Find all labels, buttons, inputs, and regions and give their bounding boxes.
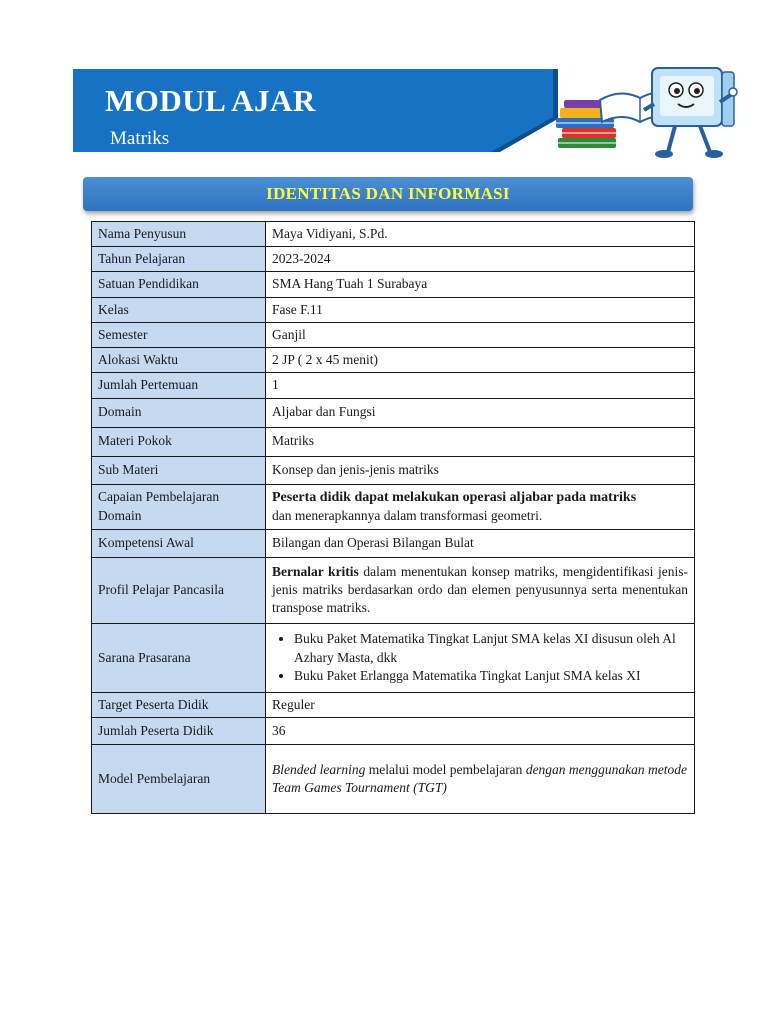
list-item: • Buku Paket Matematika Tingkat Lanjut SMA kelas XI disusun oleh Al Azhary Masta, dkk	[294, 630, 688, 666]
row-label: Sarana Prasarana	[92, 623, 266, 692]
table-row	[92, 272, 695, 297]
row-value	[266, 744, 695, 813]
row-value: Aljabar dan Fungsi	[266, 398, 695, 427]
row-value: Maya Vidiyani, S.Pd.	[266, 222, 695, 247]
model-italic-text-2: dengan menggunakan metode Team Games Tournament (TGT)	[272, 761, 688, 795]
row-label: Semester	[92, 322, 266, 347]
profil-rest-text: dalam menentukan konsep matriks, mengidentifikasi jenis-jenis matriks berdasarkan ordo dan elemen penyusunnya serta menentukan transpose matriks.	[272, 563, 688, 616]
table-row	[92, 484, 695, 529]
row-value: 36	[266, 717, 695, 744]
module-subtitle: Matriks	[110, 128, 170, 149]
row-label: Alokasi Waktu	[92, 348, 266, 373]
row-label: Nama Penyusun	[92, 222, 266, 247]
mascot-reading-books-icon	[540, 60, 750, 165]
row-value: Konsep dan jenis-jenis matriks	[266, 456, 695, 484]
row-value: Matriks	[266, 427, 695, 456]
row-value: 2023-2024	[266, 247, 695, 272]
row-label: Capaian Pembelajaran Domain	[92, 484, 266, 529]
row-value	[266, 557, 695, 623]
row-value	[266, 623, 695, 692]
row-value: Ganjil	[266, 322, 695, 347]
row-label: Materi Pokok	[92, 427, 266, 456]
row-value: Fase F.11	[266, 297, 695, 322]
model-mid-text: melalui model pembelajaran	[368, 761, 523, 777]
sarana-list	[272, 630, 688, 685]
row-value: 2 JP ( 2 x 45 menit)	[266, 348, 695, 373]
table-row	[92, 529, 695, 557]
row-value	[266, 484, 695, 529]
row-label: Sub Materi	[92, 456, 266, 484]
row-label: Tahun Pelajaran	[92, 247, 266, 272]
row-value: 1	[266, 373, 695, 398]
list-item: • Buku Paket Erlangga Matematika Tingkat Lanjut SMA kelas XI	[294, 667, 688, 685]
table-row	[92, 744, 695, 813]
row-label: Target Peserta Didik	[92, 692, 266, 717]
row-label: Jumlah Peserta Didik	[92, 717, 266, 744]
row-value: SMA Hang Tuah 1 Surabaya	[266, 272, 695, 297]
table-row	[92, 373, 695, 398]
capaian-bold-text: Peserta didik dapat melakukan operasi aljabar pada matriks	[272, 489, 637, 505]
row-label: Jumlah Pertemuan	[92, 373, 266, 398]
module-title: MODUL AJAR	[105, 83, 316, 118]
capaian-rest-text: dan menerapkannya dalam transformasi geometri.	[272, 508, 543, 524]
profil-bold-text: Bernalar kritis	[272, 563, 359, 579]
table-row	[92, 427, 695, 456]
identity-table	[91, 221, 695, 814]
table-row	[92, 692, 695, 717]
table-row	[92, 348, 695, 373]
row-label: Kelas	[92, 297, 266, 322]
row-label: Domain	[92, 398, 266, 427]
table-row	[92, 456, 695, 484]
row-label: Satuan Pendidikan	[92, 272, 266, 297]
row-label: Profil Pelajar Pancasila	[92, 557, 266, 623]
row-label: Model Pembelajaran	[92, 744, 266, 813]
table-row	[92, 623, 695, 692]
table-row	[92, 297, 695, 322]
table-row	[92, 557, 695, 623]
table-row	[92, 717, 695, 744]
table-row	[92, 398, 695, 427]
row-label: Kompetensi Awal	[92, 529, 266, 557]
section-title: IDENTITAS DAN INFORMASI	[83, 177, 693, 211]
model-italic-text: Blended learning	[272, 761, 366, 777]
table-row	[92, 222, 695, 247]
table-row	[92, 247, 695, 272]
table-row	[92, 322, 695, 347]
row-value: Bilangan dan Operasi Bilangan Bulat	[266, 529, 695, 557]
row-value: Reguler	[266, 692, 695, 717]
